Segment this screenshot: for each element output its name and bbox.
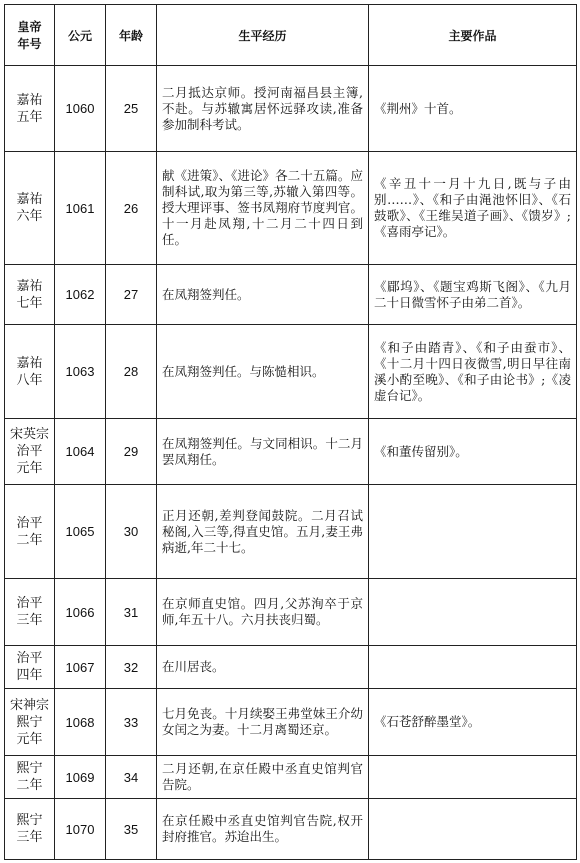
reign-line: 三年: [16, 613, 43, 628]
header-reign-line1: 皇帝: [17, 20, 42, 34]
reign-cell: [5, 419, 55, 485]
year-cell: 1061: [55, 152, 106, 265]
reign-cell: [5, 579, 55, 646]
life-cell: 七月免丧。十月续娶王弗堂妹王介幼女闰之为妻。十二月离蜀还京。: [157, 689, 369, 756]
works-cell: 《郿坞》、《题宝鸡斯飞阁》、《九月二十日微雪怀子由弟二首》。: [369, 265, 577, 325]
works-cell: [369, 485, 577, 579]
reign-cell: [5, 66, 55, 152]
table-row: [5, 66, 577, 152]
year-cell: 1063: [55, 325, 106, 419]
life-cell: 在京任殿中丞直史馆判官告院,权开封府推官。苏迨出生。: [157, 799, 369, 860]
age-cell: 27: [106, 265, 157, 325]
age-cell: 34: [106, 756, 157, 799]
reign-line: 熙宁: [16, 714, 43, 730]
reign-line: 四年: [16, 668, 43, 683]
works-cell: [369, 799, 577, 860]
reign-line: 嘉祐: [16, 192, 43, 207]
age-cell: 25: [106, 66, 157, 152]
reign-line: 治平: [16, 651, 43, 666]
life-cell: 在凤翔签判任。: [157, 265, 369, 325]
reign-line: 熙宁: [16, 761, 43, 776]
reign-cell: [5, 485, 55, 579]
reign-cell: [5, 152, 55, 265]
works-cell: [369, 756, 577, 799]
table-row: [5, 325, 577, 419]
header-life: 生平经历: [157, 5, 369, 66]
life-cell: 二月还朝,在京任殿中丞直史馆判官告院。: [157, 756, 369, 799]
year-cell: 1069: [55, 756, 106, 799]
reign-line: 六年: [16, 209, 43, 224]
reign-cell: [5, 325, 55, 419]
reign-cell: [5, 689, 55, 756]
reign-cell: [5, 265, 55, 325]
reign-line: 宋英宗: [9, 427, 49, 442]
works-cell: 《辛丑十一月十九日,既与子由别……》、《和子由渑池怀旧》、《石鼓歌》、《王维吴道子画》、《馈岁》;《喜雨亭记》。: [369, 152, 577, 265]
life-cell: 在凤翔签判任。与陈慥相识。: [157, 325, 369, 419]
age-cell: 28: [106, 325, 157, 419]
age-cell: 29: [106, 419, 157, 485]
reign-line: 治平: [16, 515, 43, 531]
reign-line: 元年: [16, 731, 43, 747]
reign-line: 治平: [16, 596, 43, 611]
life-cell: 正月还朝,差判登闻鼓院。二月召试秘阁,入三等,得直史馆。五月,妻王弗病逝,年二十七。: [157, 485, 369, 579]
table-row: [5, 646, 577, 689]
age-cell: 33: [106, 689, 157, 756]
year-cell: 1064: [55, 419, 106, 485]
age-cell: 26: [106, 152, 157, 265]
works-cell: 《石苍舒醉墨堂》。: [369, 689, 577, 756]
year-cell: 1068: [55, 689, 106, 756]
year-cell: 1065: [55, 485, 106, 579]
header-reign: [5, 5, 55, 66]
year-cell: 1066: [55, 579, 106, 646]
reign-line: 三年: [16, 830, 43, 845]
reign-line: 二年: [16, 778, 43, 793]
table-row: [5, 419, 577, 485]
reign-line: 八年: [16, 372, 43, 388]
reign-line: 熙宁: [16, 813, 43, 828]
life-cell: 在京师直史馆。四月,父苏洵卒于京师,年五十八。六月扶丧归蜀。: [157, 579, 369, 646]
table-row: [5, 689, 577, 756]
works-cell: 《和董传留别》。: [369, 419, 577, 485]
table-row: [5, 265, 577, 325]
table-row: [5, 485, 577, 579]
reign-line: 七年: [16, 295, 43, 311]
header-reign-line2: 年号: [17, 37, 42, 51]
works-cell: [369, 579, 577, 646]
year-cell: 1060: [55, 66, 106, 152]
age-cell: 30: [106, 485, 157, 579]
age-cell: 32: [106, 646, 157, 689]
life-cell: 二月抵达京师。授河南福昌县主簿,不赴。与苏辙寓居怀远驿攻读,准备参加制科考试。: [157, 66, 369, 152]
header-row: [5, 5, 577, 66]
works-cell: 《荆州》十首。: [369, 66, 577, 152]
year-cell: 1062: [55, 265, 106, 325]
reign-line: 二年: [16, 532, 43, 548]
year-cell: 1070: [55, 799, 106, 860]
age-cell: 35: [106, 799, 157, 860]
reign-cell: [5, 799, 55, 860]
reign-line: 嘉祐: [16, 278, 43, 294]
chronology-table: [4, 4, 577, 860]
table-row: [5, 756, 577, 799]
table-row: [5, 579, 577, 646]
header-works: 主要作品: [369, 5, 577, 66]
table-row: [5, 152, 577, 265]
header-age: 年龄: [106, 5, 157, 66]
works-cell: [369, 646, 577, 689]
reign-line: 元年: [16, 461, 43, 476]
table-row: [5, 799, 577, 860]
reign-cell: [5, 646, 55, 689]
works-cell: 《和子由踏青》、《和子由蚕市》、《十二月十四日夜微雪,明日早往南溪小酌至晚》、《和子由论书》;《凌虚台记》。: [369, 325, 577, 419]
reign-line: 嘉祐: [16, 92, 43, 108]
reign-line: 嘉祐: [16, 355, 43, 371]
reign-line: 宋神宗: [9, 697, 49, 713]
header-year: 公元: [55, 5, 106, 66]
reign-cell: [5, 756, 55, 799]
age-cell: 31: [106, 579, 157, 646]
life-cell: 在川居丧。: [157, 646, 369, 689]
reign-line: 治平: [16, 444, 43, 459]
life-cell: 献《进策》、《进论》各二十五篇。应制科试,取为第三等,苏辙入第四等。授大理评事、签书凤翔府节度判官。十一月赴凤翔,十二月二十四日到任。: [157, 152, 369, 265]
reign-line: 五年: [16, 109, 43, 125]
year-cell: 1067: [55, 646, 106, 689]
life-cell: 在凤翔签判任。与文同相识。十二月罢凤翔任。: [157, 419, 369, 485]
